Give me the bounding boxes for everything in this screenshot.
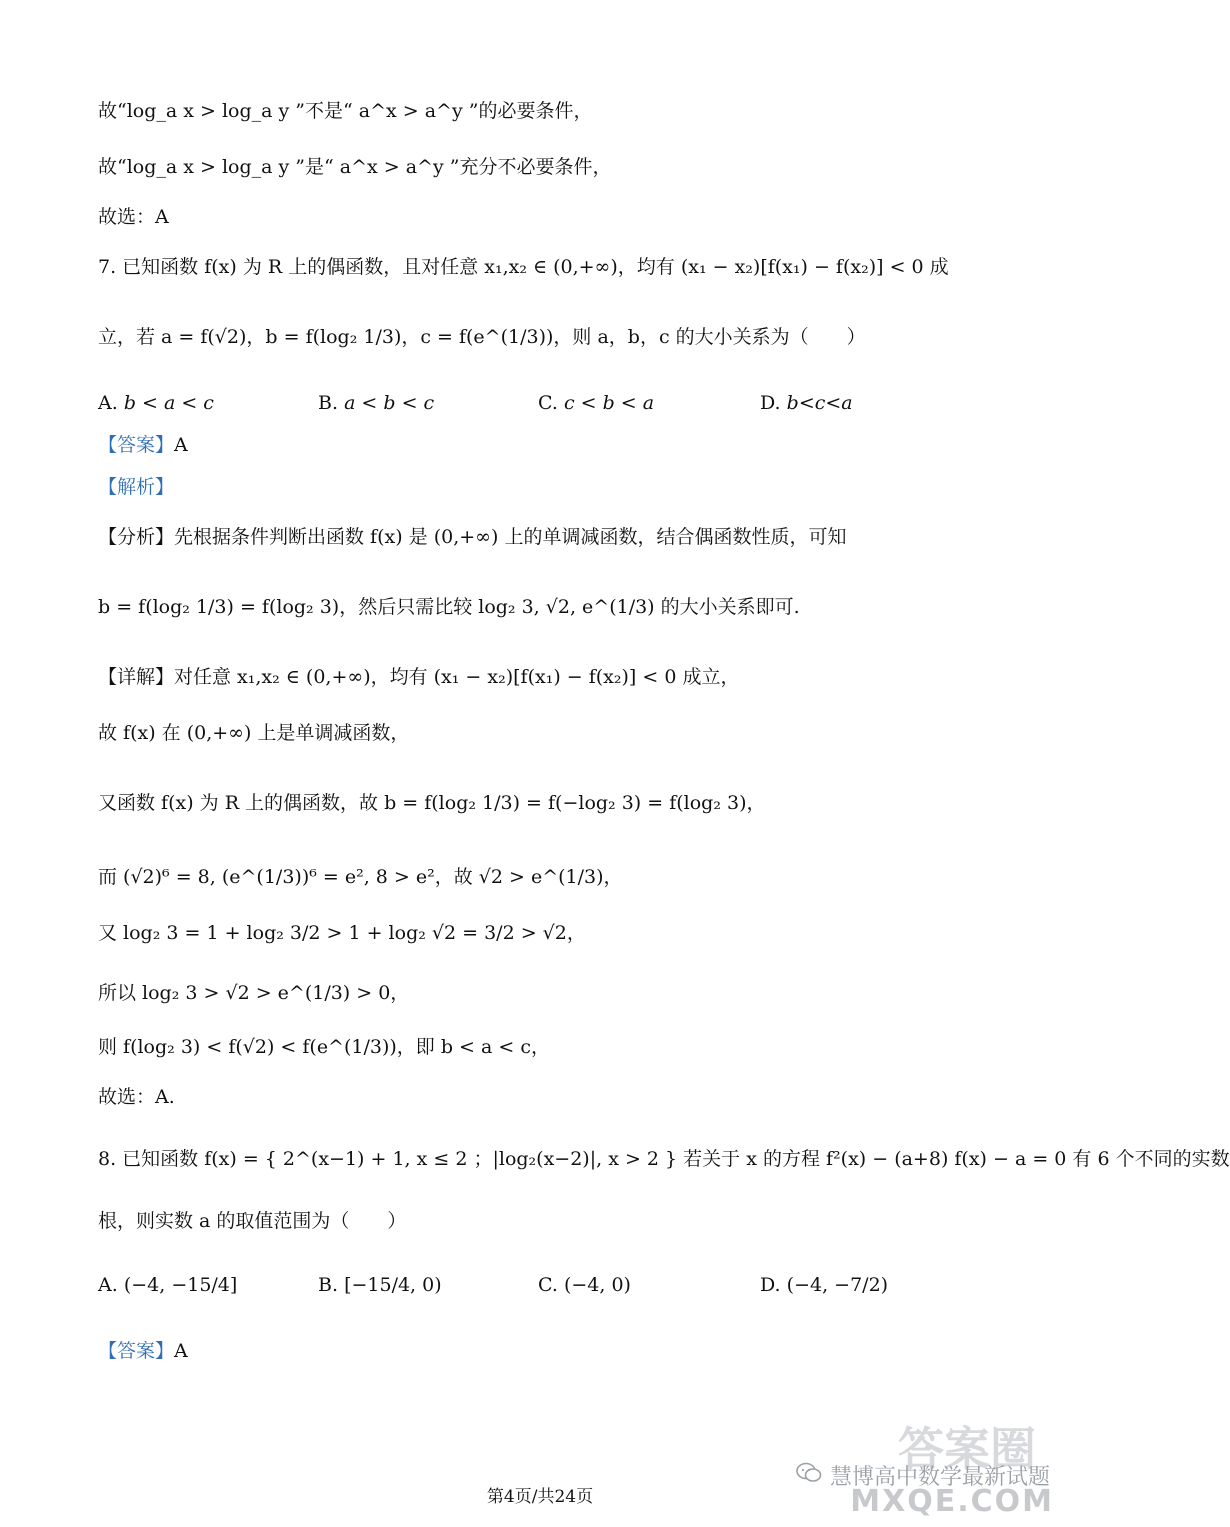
- q7-fenxi: 【分析】先根据条件判断出函数 f(x) 是 (0,+∞) 上的单调减函数，结合偶函数性质，可知: [98, 526, 847, 548]
- q7-option-c: C. c < b < a: [538, 392, 655, 414]
- q7-analysis: [98, 476, 984, 500]
- watermark-site: MXQE.COM: [850, 1484, 1054, 1519]
- text-line: 又 log₂ 3 = 1 + log₂ 3/2 > 1 + log₂ √2 = 3/2 > √2，: [98, 922, 586, 944]
- text-line: 故 f(x) 在 (0,+∞) 上是单调减函数，: [98, 722, 410, 744]
- answer-value: A: [174, 1340, 188, 1362]
- text-line: 而 (√2)⁶ = 8, (e^(1/3))⁶ = e², 8 > e²，故 √2 > e^(1/3)，: [98, 866, 623, 888]
- answer-value: A: [174, 434, 188, 456]
- q7-answer: [98, 434, 984, 458]
- text-line: 故“log_a x > log_a y ”是“ a^x > a^y ”充分不必要条件，: [98, 156, 612, 178]
- detail-tag: 【详解】: [98, 666, 175, 688]
- q8-answer: [98, 1340, 984, 1364]
- question-8-stem: 8. 已知函数 f(x) = { 2^(x−1) + 1, x ≤ 2 ；|log₂(x−2)|, x > 2 } 若关于 x 的方程 f²(x) − (a+8) f(x) − a = 0 有 6 个不同的实数: [98, 1148, 1230, 1170]
- text-line: 故选：A: [98, 206, 169, 228]
- answer-tag: 【答案】: [98, 1340, 175, 1362]
- question-7-stem: 7. 已知函数 f(x) 为 R 上的偶函数，且对任意 x₁,x₂ ∈ (0,+∞)，均有 (x₁ − x₂)[f(x₁) − f(x₂)] < 0 成: [98, 256, 949, 278]
- fenxi-tag: 【分析】: [98, 526, 175, 548]
- q7-option-d: D. b<c<a: [760, 392, 853, 414]
- text-line: 又函数 f(x) 为 R 上的偶函数，故 b = f(log₂ 1/3) = f(−log₂ 3) = f(log₂ 3)，: [98, 792, 766, 814]
- q7-fenxi-cont: b = f(log₂ 1/3) = f(log₂ 3)，然后只需比较 log₂ 3, √2, e^(1/3) 的大小关系即可.: [98, 596, 800, 618]
- question-7-stem-cont: 立，若 a = f(√2)，b = f(log₂ 1/3)，c = f(e^(1/3))，则 a，b，c 的大小关系为（ ）: [98, 326, 866, 348]
- q8-option-a: A. (−4, −15/4]: [98, 1274, 238, 1296]
- q8-option-d: D. (−4, −7/2): [760, 1274, 889, 1296]
- watermark-logo: 答案圈: [898, 1422, 1036, 1476]
- q7-detail: 【详解】对任意 x₁,x₂ ∈ (0,+∞)，均有 (x₁ − x₂)[f(x₁) − f(x₂)] < 0 成立，: [98, 666, 740, 688]
- analysis-tag: 【解析】: [98, 476, 175, 498]
- q8-option-b: B. [−15/4, 0): [318, 1274, 442, 1296]
- q7-option-b: B. a < b < c: [318, 392, 435, 414]
- answer-tag: 【答案】: [98, 434, 175, 456]
- text-line: 所以 log₂ 3 > √2 > e^(1/3) > 0，: [98, 982, 410, 1004]
- watermark-text: 慧博高中数学最新试题: [829, 1465, 1050, 1490]
- text-line: 故“log_a x > log_a y ”不是“ a^x > a^y ”的必要条件，: [98, 100, 593, 122]
- q8-option-c: C. (−4, 0): [538, 1274, 631, 1296]
- question-8-stem-cont: 根，则实数 a 的取值范围为（ ）: [98, 1210, 407, 1232]
- text-line: 故选：A.: [98, 1086, 175, 1108]
- text-line: 则 f(log₂ 3) < f(√2) < f(e^(1/3))，即 b < a < c，: [98, 1036, 550, 1058]
- page-footer: 第4页/共24页: [486, 1487, 594, 1507]
- q7-option-a: A. b < a < c: [98, 392, 214, 414]
